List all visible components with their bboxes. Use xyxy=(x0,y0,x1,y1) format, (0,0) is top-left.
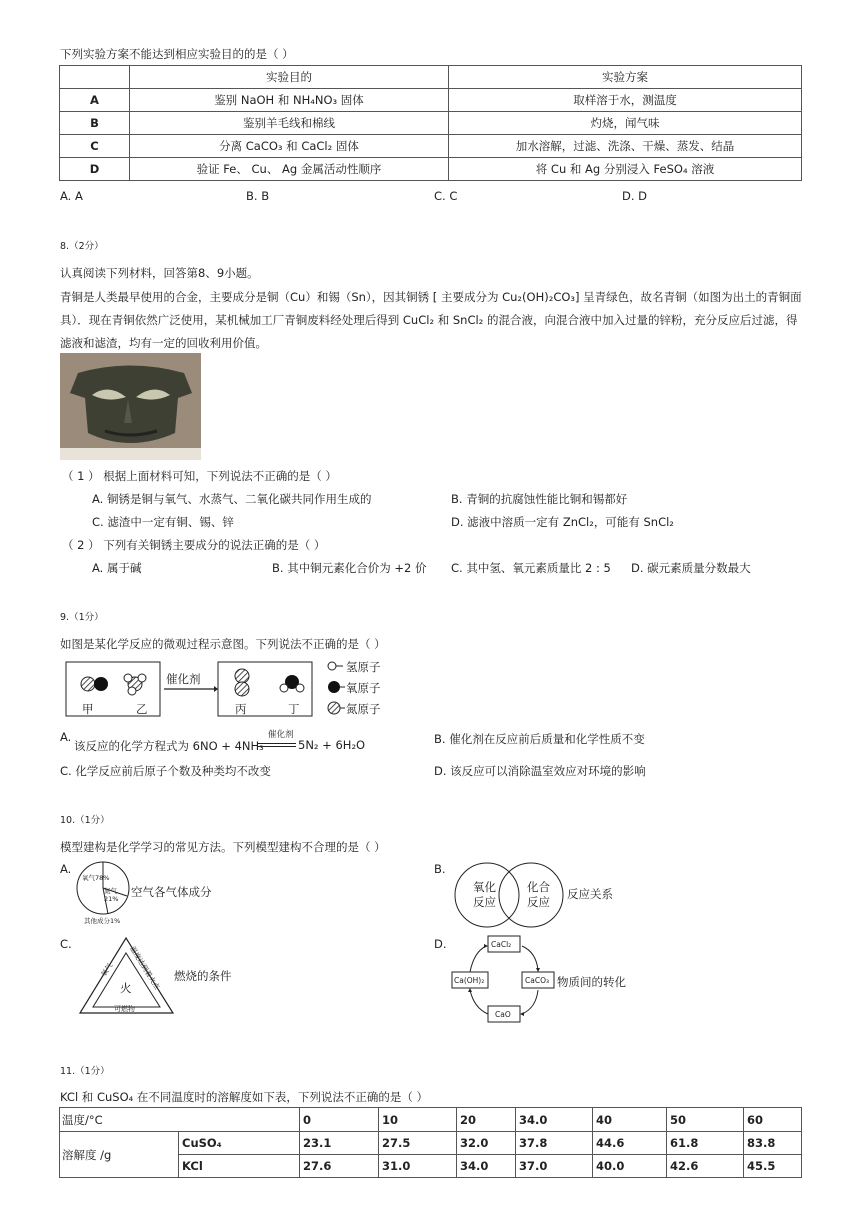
caption-combustion: 燃烧的条件 xyxy=(174,969,232,983)
substance-name: CuSO₄ xyxy=(179,1132,300,1155)
temp-cell: 34.0 xyxy=(516,1108,593,1132)
q8-para-line: 青铜是人类最早使用的合金，主要成分是铜（Cu）和锡（Sn），因其铜锈 [ 主要成分为 Cu₂(OH)₂CO₃] 呈青绿色，故名青铜（如图为出土的青铜面 xyxy=(60,290,802,304)
q9-number: 9.（1分） xyxy=(60,612,104,623)
q10-option-b[interactable]: B. xyxy=(434,862,446,876)
option-d[interactable]: D. D xyxy=(622,189,648,203)
node-caco3: CaCO₃ xyxy=(525,976,549,985)
q9-option-c[interactable]: C. 化学反应前后原子个数及种类均不改变 xyxy=(60,764,271,778)
value-cell: 27.5 xyxy=(379,1132,457,1155)
value-cell: 44.6 xyxy=(593,1132,667,1155)
value-cell: 37.8 xyxy=(516,1132,593,1155)
value-cell: 31.0 xyxy=(379,1155,457,1178)
q8-sub1: （ 1 ） 根据上面材料可知，下列说法不正确的是（ ） xyxy=(62,469,337,483)
equation-line xyxy=(258,743,296,744)
q10-number: 10.（1分） xyxy=(60,815,110,826)
pie-label: 其他成分1% xyxy=(84,917,121,925)
row-label: A xyxy=(60,89,130,112)
value-cell: 34.0 xyxy=(457,1155,516,1178)
value-cell: 83.8 xyxy=(744,1132,802,1155)
q8-para-line: 具）．现在青铜依然广泛使用，某机械加工厂青铜废料经处理后得到 CuCl₂ 和 SnCl₂ 的混合液，向混合液中加入过量的锌粉，充分反应后过滤，得 xyxy=(60,313,798,327)
q8-sub1-option-a[interactable]: A. 铜锈是铜与氧气、水蒸气、二氧化碳共同作用生成的 xyxy=(92,492,372,506)
q8-para-line: 滤液和滤渣，均有一定的回收利用价值。 xyxy=(60,336,267,350)
table-row xyxy=(60,89,802,112)
q9-option-a-label[interactable]: A. xyxy=(60,730,72,744)
plan-cell: 加水溶解，过滤、洗涤、干燥、蒸发、结晶 xyxy=(449,135,802,158)
purpose-cell: 鉴别羊毛线和棉线 xyxy=(130,112,449,135)
value-cell: 23.1 xyxy=(300,1132,379,1155)
table-row xyxy=(60,112,802,135)
q9-option-a[interactable]: 该反应的化学方程式为 6NO + 4NH₃ xyxy=(74,739,264,753)
q8-sub2-option-c[interactable]: C. 其中氢、氧元素质量比 2 : 5 xyxy=(451,561,611,575)
caption-reaction: 反应关系 xyxy=(567,887,613,901)
value-cell: 61.8 xyxy=(667,1132,744,1155)
table-row xyxy=(60,66,802,89)
label-jia: 甲 xyxy=(82,702,94,716)
table-header-cell xyxy=(60,66,130,89)
bronze-mask-image xyxy=(60,353,201,460)
q8-sub1-option-b[interactable]: B. 青铜的抗腐蚀性能比铜和锡都好 xyxy=(451,492,628,506)
plan-cell: 将 Cu 和 Ag 分别浸入 FeSO₄ 溶液 xyxy=(449,158,802,181)
q8-sub1-option-c[interactable]: C. 滤渣中一定有铜、锡、锌 xyxy=(92,515,234,529)
label-yi: 乙 xyxy=(136,702,148,716)
value-cell: 27.6 xyxy=(300,1155,379,1178)
label-ding: 丁 xyxy=(288,702,300,716)
temp-cell: 0 xyxy=(300,1108,379,1132)
node-cao: CaO xyxy=(495,1010,511,1019)
row-label: D xyxy=(60,158,130,181)
q9-option-b[interactable]: B. 催化剂在反应前后质量和化学性质不变 xyxy=(434,732,645,746)
q7-table xyxy=(59,65,802,181)
node-cacl2: CaCl₂ xyxy=(491,940,512,949)
q10-option-c[interactable]: C. xyxy=(60,937,72,951)
purpose-cell: 分离 CaCO₃ 和 CaCl₂ 固体 xyxy=(130,135,449,158)
caption-air: 空气各气体成分 xyxy=(131,885,212,899)
value-cell: 42.6 xyxy=(667,1155,744,1178)
plan-cell: 灼烧，闻气味 xyxy=(449,112,802,135)
q11-number: 11.（1分） xyxy=(60,1066,110,1077)
q9-option-d[interactable]: D. 该反应可以消除温室效应对环境的影响 xyxy=(434,764,646,778)
venn-combination: 化合反应 xyxy=(527,880,550,909)
temp-cell: 20 xyxy=(457,1108,516,1132)
purpose-cell: 验证 Fe、 Cu、 Ag 金属活动性顺序 xyxy=(130,158,449,181)
solubility-label: 溶解度 /g xyxy=(60,1132,179,1178)
fire-side-fuel: 可燃物 xyxy=(114,1005,135,1013)
q8-sub2-option-d[interactable]: D. 碳元素质量分数最大 xyxy=(631,561,751,575)
catalyst-label: 催化剂 xyxy=(166,672,201,686)
temp-cell: 60 xyxy=(744,1108,802,1132)
q9-stem: 如图是某化学反应的微观过程示意图。下列说法不正确的是（ ） xyxy=(60,637,386,651)
value-cell: 32.0 xyxy=(457,1132,516,1155)
table-row xyxy=(60,1132,802,1155)
fire-side-oxygen: 氧气 xyxy=(99,961,115,979)
option-a[interactable]: A. A xyxy=(60,189,83,203)
q7-stem: 下列实验方案不能达到相应实验目的的是（ ） xyxy=(60,47,294,61)
venn-oxidation: 氧化反应 xyxy=(473,880,496,909)
table-row xyxy=(60,1108,802,1132)
q10-stem: 模型建构是化学学习的常见方法。下列模型建构不合理的是（ ） xyxy=(60,840,386,854)
option-b[interactable]: B. B xyxy=(246,189,270,203)
equation-condition: 催化剂 xyxy=(268,730,294,740)
substance-name: KCl xyxy=(179,1155,300,1178)
temp-cell: 50 xyxy=(667,1108,744,1132)
q11-stem: KCl 和 CuSO₄ 在不同温度时的溶解度如下表，下列说法不正确的是（ ） xyxy=(60,1090,429,1104)
row-label: B xyxy=(60,112,130,135)
value-cell: 37.0 xyxy=(516,1155,593,1178)
table-row xyxy=(60,158,802,181)
q10-option-a[interactable]: A. xyxy=(60,862,72,876)
purpose-cell: 鉴别 NaOH 和 NH₄NO₃ 固体 xyxy=(130,89,449,112)
q8-sub1-option-d[interactable]: D. 滤液中溶质一定有 ZnCl₂，可能有 SnCl₂ xyxy=(451,515,674,529)
label-bing: 丙 xyxy=(235,702,247,716)
table-header-cell: 实验方案 xyxy=(449,66,802,89)
caption-conversion: 物质间的转化 xyxy=(557,975,626,989)
q8-sub2: （ 2 ） 下列有关铜锈主要成分的说法正确的是（ ） xyxy=(62,538,326,552)
q10-option-d[interactable]: D. xyxy=(434,937,447,951)
option-c[interactable]: C. C xyxy=(434,189,458,203)
row-label: C xyxy=(60,135,130,158)
temp-label: 温度/°C xyxy=(60,1108,300,1132)
legend-oxygen: 氧原子 xyxy=(346,681,381,695)
pie-label: 氧气78% xyxy=(82,874,110,882)
node-caoh2: Ca(OH)₂ xyxy=(454,976,485,985)
value-cell: 45.5 xyxy=(744,1155,802,1178)
legend-hydrogen: 氢原子 xyxy=(346,660,381,674)
legend-nitrogen: 氮原子 xyxy=(346,702,381,716)
q8-number: 8.（2分） xyxy=(60,241,104,252)
plan-cell: 取样溶于水，测温度 xyxy=(449,89,802,112)
equation-products: 5N₂ + 6H₂O xyxy=(298,738,366,752)
q8-sub2-option-a[interactable]: A. 属于碱 xyxy=(92,561,142,575)
temp-cell: 10 xyxy=(379,1108,457,1132)
fire-center: 火 xyxy=(120,981,132,995)
fire-side-temp: 温度达到着火点 xyxy=(128,945,161,991)
q8-sub2-option-b[interactable]: B. 其中铜元素化合价为 +2 价 xyxy=(272,561,427,575)
temp-cell: 40 xyxy=(593,1108,667,1132)
solubility-table xyxy=(59,1107,802,1178)
q8-intro: 认真阅读下列材料，回答第8、9小题。 xyxy=(60,266,259,280)
table-row xyxy=(60,135,802,158)
value-cell: 40.0 xyxy=(593,1155,667,1178)
equation-line xyxy=(258,746,296,747)
table-header-cell: 实验目的 xyxy=(130,66,449,89)
pie-label: 氮气21% xyxy=(104,887,119,903)
